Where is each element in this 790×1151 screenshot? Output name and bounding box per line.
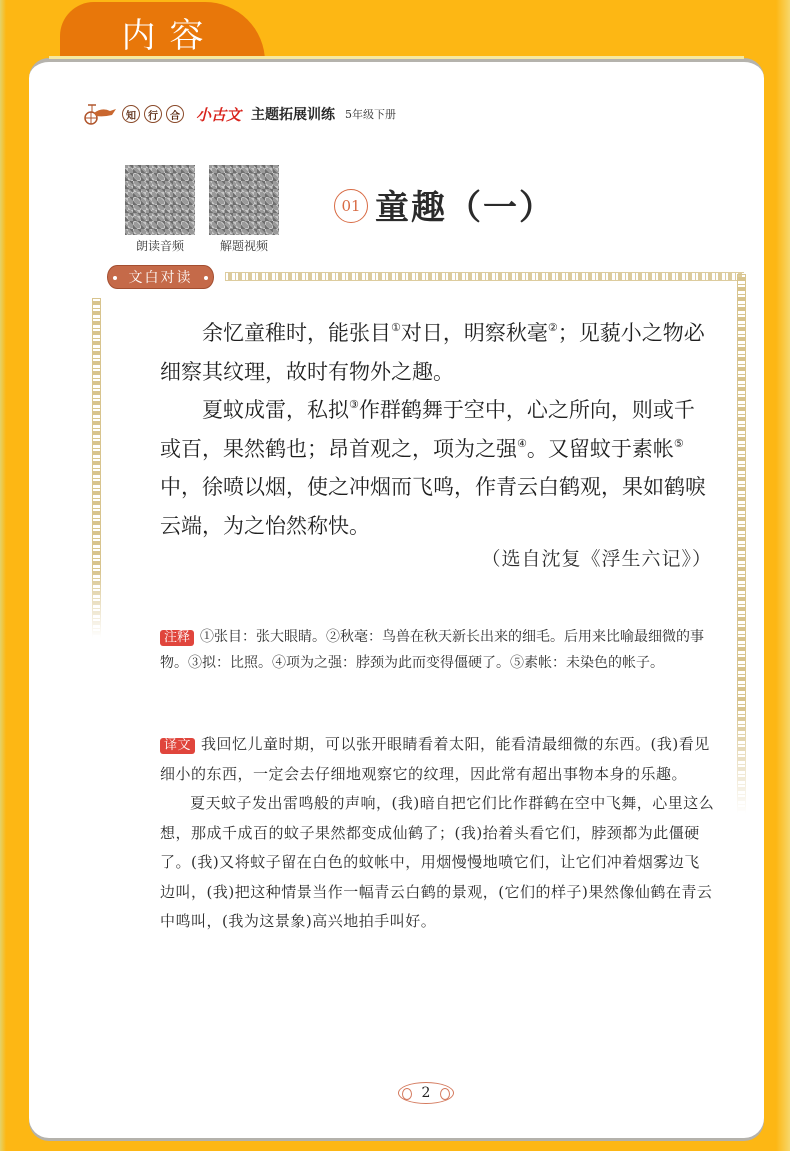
series-title: 主题拓展训练: [251, 107, 336, 123]
footnote-ref: ⑤: [673, 436, 684, 450]
right-edge-strip: [776, 0, 790, 1151]
classical-text: [160, 314, 713, 545]
qr-label-video: 解题视频: [219, 239, 268, 253]
text-run: ；见藐小之物必细察其纹理，故时有物外之趣。: [160, 321, 705, 384]
translation-paragraph: [160, 730, 715, 789]
notes-text: ①张目：张大眼睛。②秋毫：鸟兽在秋天新长出来的细毛。后用来比喻最细微的事物。③拟：比照。④项为之强：脖颈为此而变得僵硬了。⑤素帐：未染色的帐子。: [160, 629, 705, 671]
badge-zhi: 知: [122, 105, 140, 123]
qr-code-audio-icon[interactable]: [125, 165, 195, 235]
footnote-ref: ②: [547, 321, 558, 334]
meander-border-right: [737, 274, 746, 814]
translation-text: 我回忆儿童时期，可以张开眼睛看着太阳，能看清最细微的东西。(我)看见细小的东西，一定会去仔细地观察它的纹理，因此常有超出事物本身的乐趣。: [160, 735, 710, 783]
text-run: 对日，明察秋毫: [400, 321, 548, 345]
qr-label-audio: 朗读音频: [135, 239, 184, 253]
meander-border-left: [92, 298, 101, 638]
content-tab-label: 内容: [121, 16, 218, 56]
badge-xing: 行: [144, 105, 162, 123]
book-page: [29, 58, 764, 1138]
book-header: [82, 102, 396, 126]
text-run: 中，徐喷以烟，使之冲烟而飞鸣，作青云白鹤观，果如鹤唳云端，为之怡然称快。: [160, 475, 706, 538]
lesson-title: 童趣（一）: [375, 188, 555, 228]
text-run: 。又留蚊于素帐: [526, 436, 674, 461]
meander-border-top: [225, 272, 744, 281]
text-run: 余忆童稚时，能张目: [202, 321, 391, 345]
text-run: 夏蚊成雷，私拟: [202, 398, 349, 422]
translation-paragraph: 夏天蚊子发出雷鸣般的声响，(我)暗自把它们比作群鹤在空中飞舞，心里这么想，那成千成百的蚊子果然都变成仙鹤了；(我)抬着头看它们，脖颈都为此僵硬了。(我)又将蚊子留在白色的蚊帐中，用烟慢慢地喷它们，让它们冲着烟雾边飞边叫，(我)把这种情景当作一幅青云白鹤的景观，(它们的样子)果然像仙鹤在青云中鸣叫，(我为这景象)高兴地拍手叫好。: [160, 794, 715, 930]
notes-tag: 注释: [160, 630, 194, 646]
translation: [160, 730, 715, 937]
qr-code-video-icon[interactable]: [209, 165, 279, 235]
section-ribbon-label: 文白对读: [128, 270, 193, 286]
page-top-highlight: [49, 56, 744, 59]
page-number: [398, 1082, 454, 1104]
footnote-ref: ①: [391, 321, 401, 334]
section-ribbon: [107, 265, 214, 289]
classical-paragraph: [160, 391, 713, 545]
brand-name: 小古文: [196, 105, 242, 124]
classical-paragraph: [160, 314, 713, 391]
left-edge-strip: [0, 0, 6, 1151]
source-citation: （选自沈复《浮生六记》）: [481, 548, 712, 570]
grade-label: 5年级下册: [345, 108, 397, 121]
text-run: 作群鹤舞于空中，心之所向，则或千或百，果然鹤也；昂首观之，项为之强: [160, 398, 695, 461]
page-number-label: 2: [421, 1085, 431, 1101]
footnote-ref: ④: [517, 436, 527, 450]
translation-tag: 译文: [160, 738, 195, 754]
footnote-ref: ③: [349, 398, 359, 411]
lesson-number-badge: 01: [334, 189, 368, 223]
badge-he: 合: [166, 105, 184, 123]
annotations: [160, 624, 715, 676]
chariot-logo-icon: [82, 103, 118, 125]
